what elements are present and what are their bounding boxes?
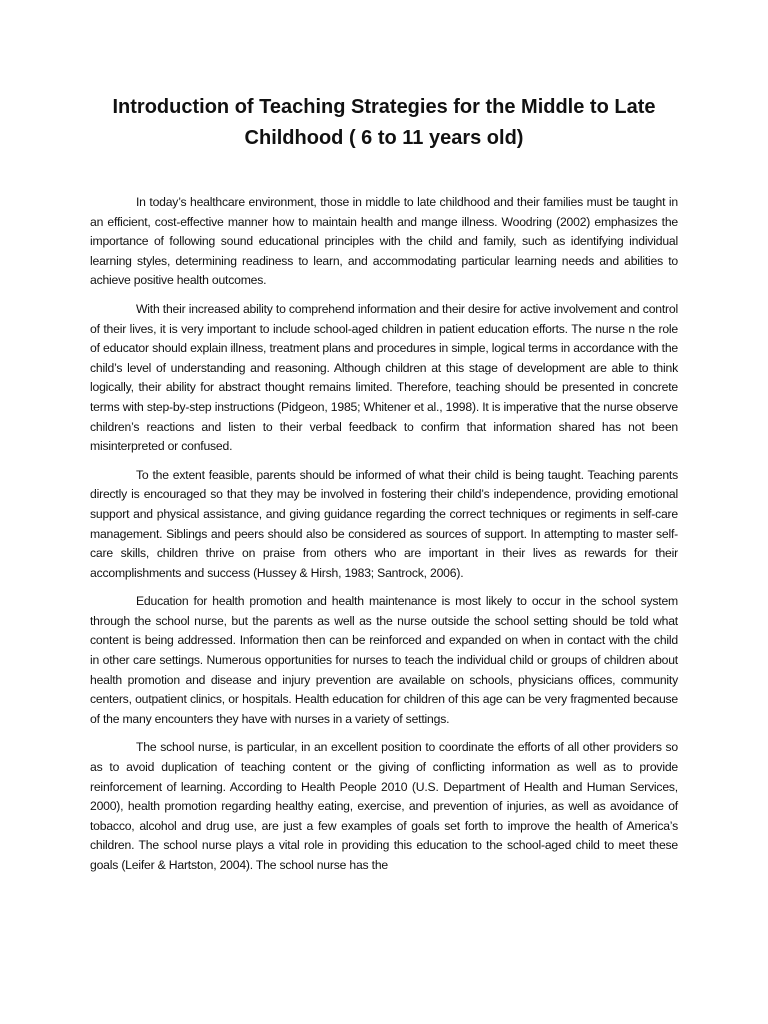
title-line-1: Introduction of Teaching Strategies for the Middle to Late (112, 96, 656, 118)
paragraph-3: To the extent feasible, parents should be informed of what their child is being taught. Teaching parents directly is encouraged so that they may be involved in fostering their child’s independence, providing emotional support and physical assistance, and giving guidance regarding the correct techniques or regiments in self-care management. Siblings and peers should also be considered as sources of support. In attempting to master self-care skills, children thrive on praise from others who are important in their lives as rewards for their accomplishments and success (Hussey & Hirsh, 1983; Santrock, 2006). (90, 467, 678, 580)
paragraph-5: The school nurse, is particular, in an excellent position to coordinate the efforts of all other providers so as to avoid duplication of teaching content or the giving of conflicting information as well as to provide reinforcement of learning. According to Health People 2010 (U.S. Department of Health and Human Services, 2000), health promotion regarding healthy eating, exercise, and prevention of injuries, as well as avoidance of tobacco, alcohol and drug use, are just a few examples of goals set forth to improve the health of America’s children. The school nurse plays a vital role in providing this education to the school-aged child to meet these goals (Leifer & Hartston, 2004). The school nurse has the (90, 740, 678, 872)
title-line-2: Childhood ( 6 to 11 years old) (244, 127, 524, 149)
document-body (90, 193, 678, 885)
document-title (90, 92, 678, 154)
paragraph-4: Education for health promotion and health maintenance is most likely to occur in the school system through the school nurse, but the parents as well as the nurse outside the school setting should be told what content is being addressed. Information then can be reinforced and expanded on when in contact with the child in other care settings. Numerous opportunities for nurses to teach the individual child or groups of children about health promotion and disease and injury prevention are available on schools, physicians offices, community centers, outpatient clinics, or hospitals. Health education for children of this age can be very fragmented because of the many encounters they have with nurses in a variety of settings. (90, 594, 678, 726)
paragraph-2: With their increased ability to comprehend information and their desire for active involvement and control of their lives, it is very important to include school-aged children in patient education efforts. The nurse n the role of educator should explain illness, treatment plans and procedures in simple, logical terms in accordance with the child’s level of understanding and reasoning. Although children at this stage of development are able to think logically, their ability for abstract thought remains limited. Therefore, teaching should be presented in concrete terms with step-by-step instructions (Pidgeon, 1985; Whitener et al., 1998). It is imperative that the nurse observe children’s reactions and listen to their verbal feedback to confirm that information shared has not been misinterpreted or confused. (90, 301, 678, 454)
paragraph-1: In today’s healthcare environment, those in middle to late childhood and their families must be taught in an efficient, cost-effective manner how to maintain health and mange illness. Woodring (2002) emphasizes the importance of following sound educational principles with the child and family, such as identifying individual learning styles, determining readiness to learn, and accommodating particular learning needs and abilities to achieve positive health outcomes. (90, 195, 678, 288)
